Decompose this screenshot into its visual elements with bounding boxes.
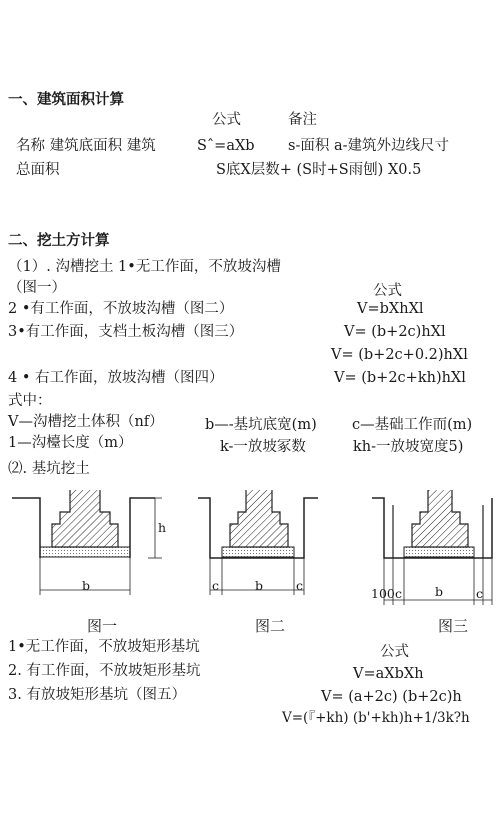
trench-formula-label: 公式 (373, 283, 402, 299)
def-work-face: c—基础工作而(m) (352, 417, 473, 433)
trench-formula-3: V= (b+2c+0.2)hXl (331, 347, 468, 363)
trench-formula-2: V= (b+2c)hXl (344, 324, 446, 340)
trench-subtitle: （1）. 沟槽挖土 1•无工作面，不放坡沟槽 (8, 259, 281, 275)
fig3-label-c-left: c (395, 586, 403, 601)
pit-formula-3: V=(『+kh) (b'+kh)h+1/3k?h (282, 710, 470, 726)
fig3-label-b: b (435, 584, 444, 599)
pit-formula-label: 公式 (380, 644, 409, 660)
fig1-label-b: b (82, 578, 91, 593)
def-slope-coef: k-一放坡冢数 (220, 439, 306, 455)
pit-item-3: 3. 有放坡矩形基坑（图五） (8, 687, 186, 703)
pit-subtitle: ⑵. 基坑挖土 (8, 461, 90, 477)
figure-1-caption: 图一 (87, 617, 118, 635)
def-slope-width: kh-一放坡宽度5) (353, 439, 464, 455)
fig3-label-c-right: c (476, 586, 484, 601)
def-volume: V—沟槽挖土体积（nf） (8, 414, 164, 430)
row1-name: 名称 建筑底面积 建筑 (16, 138, 156, 154)
fig2-label-b: b (255, 578, 264, 593)
def-bottom-width: b—-基坑底宽(m) (205, 417, 317, 433)
trench-formula-1: V=bXhXl (357, 301, 424, 317)
note-column-header: 备注 (288, 112, 317, 128)
def-length: 1—沟檯长度（m） (8, 435, 133, 451)
where-label: 式中： (8, 393, 52, 409)
section1-heading: 一、建筑面积计算 (8, 92, 124, 108)
row1-formula: Sˆ=aXb (197, 138, 255, 154)
section2-heading: 二、挖土方计算 (8, 233, 110, 249)
trench-formula-4: V= (b+2c+kh)hXl (334, 370, 466, 386)
trench-item-3: 3•有工作面，支档土板沟槽（图三） (8, 324, 244, 340)
row1-note: s-面积 a-建筑外边线尺寸 (288, 138, 449, 154)
fig3-label-100: 100 (371, 586, 395, 601)
pit-item-2: 2. 有工作面，不放坡矩形基坑 (8, 663, 201, 679)
formula-column-header: 公式 (212, 112, 241, 128)
pit-formula-1: V=aXbXh (353, 666, 424, 682)
row2-name: 总面积 (16, 162, 60, 178)
figure-3-caption: 图三 (438, 617, 469, 635)
trench-item-4: 4 • 右工作面，放坡沟槽（图四） (8, 370, 224, 386)
figure-2-caption: 图二 (255, 617, 286, 635)
pit-item-1: 1•无工作面，不放坡矩形基坑 (8, 639, 200, 655)
pit-formula-2: V= (a+2c) (b+2c)h (321, 689, 462, 705)
fig1-label-h: h (158, 520, 167, 535)
trench-fig1-ref: （图一） (8, 280, 66, 296)
fig2-label-c-right: c (296, 578, 304, 593)
fig2-label-c-left: c (212, 578, 220, 593)
trench-item-2: 2 •有工作面，不放坡沟槽（图二） (8, 301, 234, 317)
row2-formula: S底X层数+ (S时+S雨刨) X0.5 (216, 162, 422, 178)
